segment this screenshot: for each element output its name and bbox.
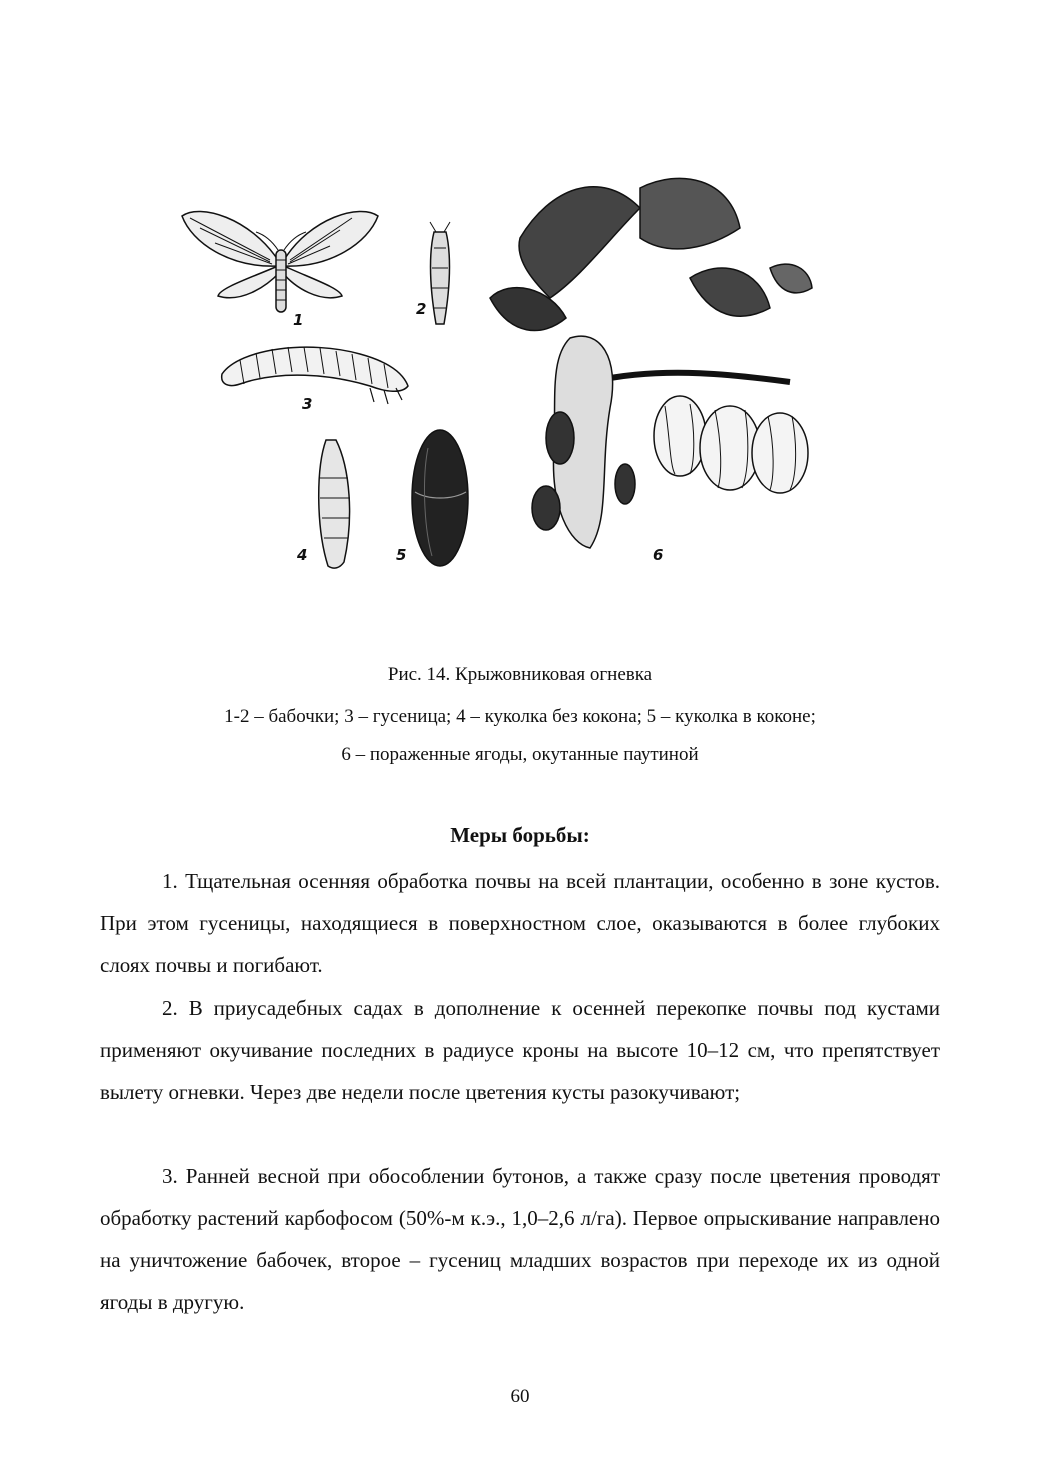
figure-label-5: 5 [396, 546, 407, 564]
paragraph-measure-1: 1. Тщательная осенняя обработка почвы на всей плантации, особенно в зоне кустов. При этом гусеницы, находящиеся в поверхностном слое, оказываются в более глубоких слоях почвы и погибают. [100, 869, 940, 977]
figure-label-4: 4 [297, 546, 308, 564]
cocoon-drawing [412, 430, 468, 566]
paragraph-measure-3: 3. Ранней весной при обособлении бутонов, а также сразу после цветения проводят обработку растений карбофосом (50%-м к.э., 1,0–2,6 л/га). Первое опрыскивание направлено на уничтожение бабочек, второе – гусениц младших возрастов при переходе их из одной ягоды в другую. [100, 1164, 940, 1314]
paragraph-measure-2: 2. В приусадебных садах в дополнение к осенней перекопке почвы под кустами применяют окучивание последних в радиусе кроны на высоте 10–12 см, что препятствует вылету огневки. Через две недели после цветения кусты разокучивают; [100, 996, 940, 1104]
resting-moth-drawing [430, 222, 450, 324]
figure-caption-legend-line-1: 1-2 – бабочки; 3 – гусеница; 4 – куколка без кокона; 5 – куколка в коконе; [224, 706, 816, 727]
page-number: 60 [510, 1386, 530, 1407]
figure-label-2: 2 [416, 300, 427, 318]
moth-drawing [182, 211, 378, 312]
figure-caption-legend-line-2: 6 – пораженные ягоды, окутанные паутиной [341, 744, 699, 765]
figure-illustration [170, 148, 820, 578]
figure-label-1: 1 [293, 311, 304, 329]
figure-caption-title: Рис. 14. Крыжовниковая огневка [387, 664, 653, 685]
pupa-drawing [319, 440, 350, 568]
insect-plant-drawing [170, 148, 820, 578]
gooseberry-branch-drawing [490, 178, 812, 548]
caterpillar-drawing [222, 347, 408, 404]
figure-label-3: 3 [302, 395, 313, 413]
section-heading: Меры борьбы: [450, 823, 590, 847]
figure-label-6: 6 [653, 546, 664, 564]
